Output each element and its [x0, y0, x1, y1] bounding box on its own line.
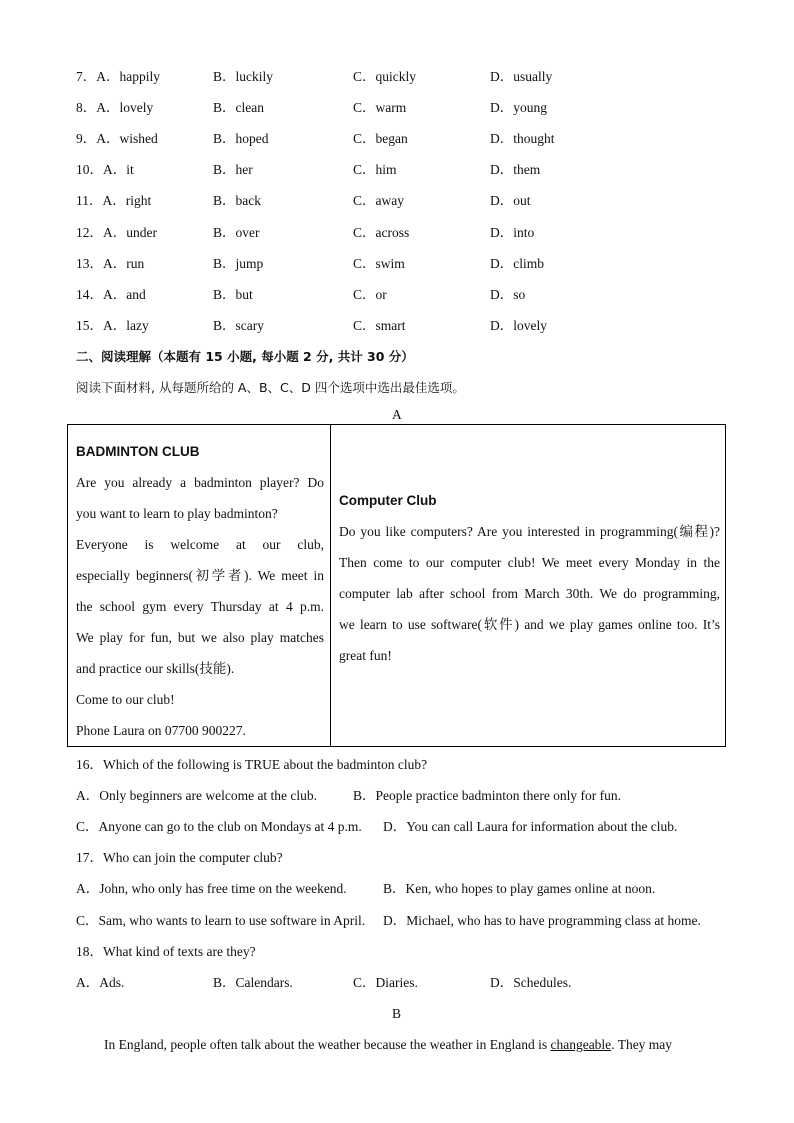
option-b: B．luckily — [213, 69, 273, 84]
option-a — [76, 161, 134, 179]
underlined-word: changeable — [550, 1037, 612, 1052]
option-d: D．lovely — [490, 318, 547, 333]
ad-line: the school gym every Thursday at 4 p.m. — [76, 599, 324, 614]
passage-text: . They may — [611, 1037, 673, 1052]
option-a — [76, 317, 149, 335]
question-16-stem: 16．Which of the following is TRUE about the badminton club? — [76, 757, 428, 772]
option-d: D．out — [490, 193, 531, 208]
question-17-stem: 17．Who can join the computer club? — [76, 850, 283, 865]
question-number: 8． — [76, 100, 97, 115]
option-c: C．quickly — [353, 69, 416, 84]
option-d: D．climb — [490, 256, 544, 271]
passage-label-b: B — [392, 1006, 402, 1021]
ads-table — [67, 424, 726, 747]
question-number: 7． — [76, 69, 97, 84]
question-number: 11． — [76, 193, 103, 208]
option-a — [76, 99, 153, 117]
option-c: C．or — [353, 287, 387, 302]
option-a-text: A．lovely — [96, 100, 154, 115]
option-a-text: A．it — [103, 162, 134, 177]
option-d: D．young — [490, 100, 547, 115]
section-heading: 二、阅读理解（本题有 15 小题, 每小题 2 分, 共计 30 分） — [76, 349, 414, 364]
question-number: 15． — [76, 318, 103, 333]
option-a-text: A．lazy — [103, 318, 149, 333]
question-number: 13． — [76, 256, 103, 271]
ad-line: we learn to use software(软件) and we play games online too. It’s — [339, 617, 720, 632]
option-d: D．into — [490, 225, 535, 240]
question-18-option-b: B．Calendars. — [213, 975, 293, 990]
ad-line: you want to learn to play badminton? — [76, 506, 278, 521]
option-row-11 — [0, 192, 794, 212]
ad-line: Come to our club! — [76, 692, 175, 707]
option-a-text: A．happily — [96, 69, 160, 84]
ad-line: and practice our skills(技能). — [76, 661, 235, 676]
option-a — [76, 224, 157, 242]
question-17-option-c: C．Sam, who wants to learn to use software in April. — [76, 913, 366, 928]
table-divider — [330, 425, 331, 746]
ad-line: computer lab after school from March 30th. We do programming, — [339, 586, 720, 601]
option-a-text: A．and — [103, 287, 146, 302]
question-16-option-c: C．Anyone can go to the club on Mondays at 4 p.m. — [76, 819, 362, 834]
option-c: C．away — [353, 193, 404, 208]
passage-b-first-line — [104, 1036, 672, 1054]
question-17-option-a: A．John, who only has free time on the weekend. — [76, 881, 347, 896]
question-17-option-b: B．Ken, who hopes to play games online at noon. — [383, 881, 656, 896]
option-c: C．him — [353, 162, 397, 177]
passage-text: In England, people often talk about the weather because the weather in England is — [104, 1037, 551, 1052]
question-number: 9． — [76, 131, 97, 146]
option-a — [76, 68, 160, 86]
option-b: B．jump — [213, 256, 264, 271]
option-d: D．so — [490, 287, 526, 302]
ad-line: great fun! — [339, 648, 392, 663]
question-number: 14． — [76, 287, 103, 302]
question-16-option-a: A．Only beginners are welcome at the club. — [76, 788, 318, 803]
badminton-club-title: BADMINTON CLUB — [76, 444, 200, 459]
option-c: C．smart — [353, 318, 406, 333]
option-a — [76, 130, 158, 148]
ad-line: Everyone is welcome at our club, — [76, 537, 324, 552]
section-instruction: 阅读下面材料, 从每题所给的 A、B、C、D 四个选项中选出最佳选项。 — [76, 380, 465, 395]
computer-club-ad — [339, 485, 720, 671]
question-18-option-c: C．Diaries. — [353, 975, 418, 990]
ad-line: Phone Laura on 07700 900227. — [76, 723, 246, 738]
option-b: B．back — [213, 193, 261, 208]
option-b: B．clean — [213, 100, 264, 115]
ad-line: Then come to our computer club! We meet every Monday in the — [339, 555, 720, 570]
question-number: 12． — [76, 225, 103, 240]
passage-label-a: A — [392, 407, 402, 422]
option-row-10 — [0, 161, 794, 181]
option-a — [76, 286, 146, 304]
question-18-options — [0, 974, 794, 994]
option-b: B．but — [213, 287, 253, 302]
option-d: D．usually — [490, 69, 553, 84]
option-d: D．thought — [490, 131, 555, 146]
option-c: C．began — [353, 131, 408, 146]
question-17-option-d: D．Michael, who has to have programming class at home. — [383, 913, 701, 928]
option-a — [76, 192, 151, 210]
option-row-12 — [0, 224, 794, 244]
option-a-text: A．wished — [96, 131, 158, 146]
option-c: C．swim — [353, 256, 405, 271]
option-a-text: A．right — [102, 193, 152, 208]
option-row-9 — [0, 130, 794, 150]
question-16-option-b: B．People practice badminton there only for fun. — [353, 788, 622, 803]
ad-line: Do you like computers? Are you interested in programming(编程)? — [339, 524, 720, 539]
question-18-option-a: A．Ads. — [76, 975, 125, 990]
option-row-8 — [0, 99, 794, 119]
option-b: B．scary — [213, 318, 264, 333]
option-row-15 — [0, 317, 794, 337]
option-d: D．them — [490, 162, 541, 177]
badminton-club-ad — [76, 436, 324, 746]
option-b: B．over — [213, 225, 260, 240]
question-number: 10． — [76, 162, 103, 177]
question-16-option-d: D．You can call Laura for information about the club. — [383, 819, 678, 834]
question-18-option-d: D．Schedules. — [490, 975, 572, 990]
option-a-text: A．under — [103, 225, 157, 240]
option-c: C．across — [353, 225, 410, 240]
ad-line: Are you already a badminton player? Do — [76, 475, 324, 490]
option-b: B．hoped — [213, 131, 269, 146]
ad-line: We play for fun, but we also play matches — [76, 630, 324, 645]
computer-club-title: Computer Club — [339, 493, 437, 508]
question-18-stem: 18．What kind of texts are they? — [76, 944, 256, 959]
ad-line: especially beginners(初学者). We meet in — [76, 568, 324, 583]
option-b: B．her — [213, 162, 253, 177]
option-row-7 — [0, 68, 794, 88]
option-c: C．warm — [353, 100, 407, 115]
option-a — [76, 255, 144, 273]
option-a-text: A．run — [103, 256, 145, 271]
option-row-13 — [0, 255, 794, 275]
option-row-14 — [0, 286, 794, 306]
